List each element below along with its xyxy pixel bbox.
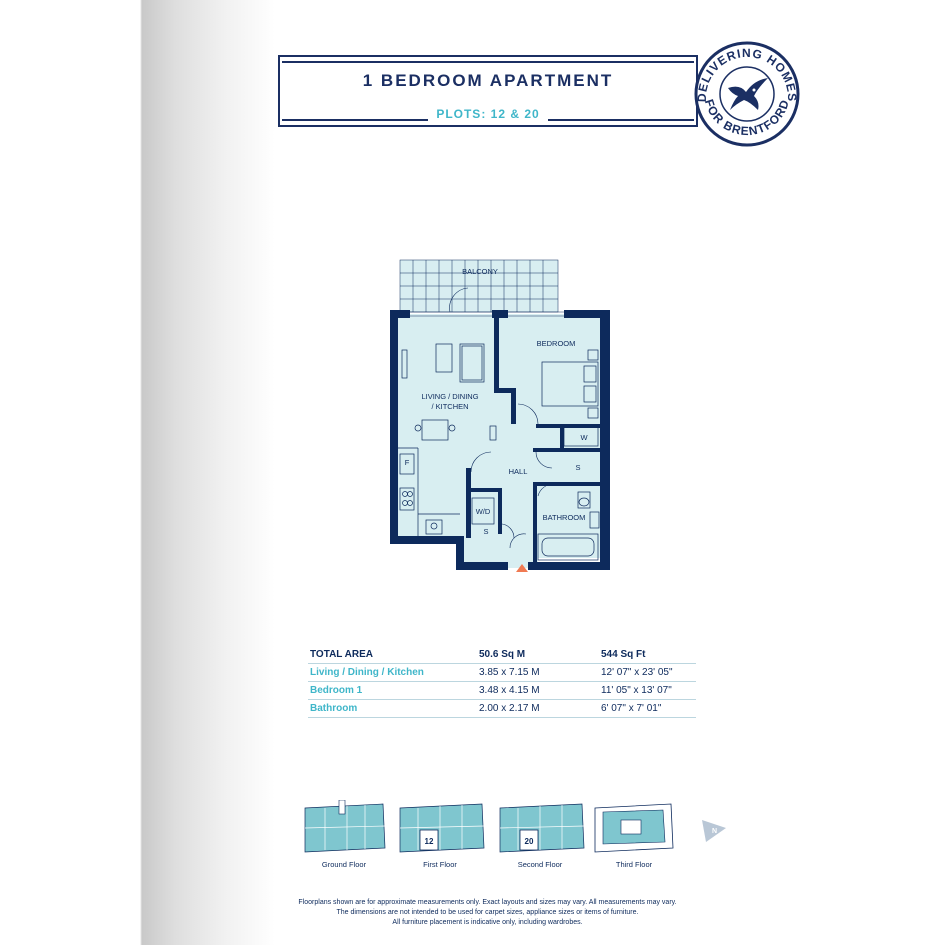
fridge-label: F xyxy=(404,458,410,467)
wardrobe-label: W xyxy=(580,433,588,442)
store2-label: S xyxy=(483,527,489,536)
third-floor-diagram xyxy=(591,800,677,856)
keyplan-caption: First Floor xyxy=(423,860,457,869)
page-title: 1 BEDROOM APARTMENT xyxy=(362,71,614,90)
floor-plan xyxy=(388,258,618,574)
title-rule-top xyxy=(282,61,694,63)
table-row xyxy=(308,682,696,700)
delivering-homes-stamp-logo xyxy=(688,40,806,148)
keyplan-third-floor xyxy=(590,800,678,869)
disclaimer-line: The dimensions are not intended to be used for carpet sizes, appliance sizes or items of furniture. xyxy=(336,909,639,916)
balcony-label: BALCONY xyxy=(462,267,498,276)
key-plans xyxy=(300,800,740,880)
table-row xyxy=(308,700,696,718)
keyplan-ground-floor xyxy=(300,800,388,869)
keyplan-caption: Ground Floor xyxy=(321,860,367,869)
keyplan-caption: Third Floor xyxy=(615,860,653,869)
keyplan-first-floor xyxy=(396,800,484,869)
room-imperial: 11' 05" x 13' 07" xyxy=(599,682,696,700)
room-imperial: 12' 07" x 23' 05" xyxy=(599,664,696,682)
total-area-metric: 50.6 Sq M xyxy=(477,646,599,664)
first-floor-diagram xyxy=(396,800,486,856)
room-name: Living / Dining / Kitchen xyxy=(308,664,477,682)
room-metric: 3.85 x 7.15 M xyxy=(477,664,599,682)
stamp-text-bottom: FOR BRENTFORD xyxy=(701,97,793,139)
room-metric: 2.00 x 2.17 M xyxy=(477,700,599,718)
second-floor-diagram xyxy=(496,800,586,856)
keyplan-caption: Second Floor xyxy=(517,860,563,869)
plots-subtitle: PLOTS: 12 & 20 xyxy=(428,107,547,121)
total-area-imperial: 544 Sq Ft xyxy=(599,646,696,664)
living-label-2: / KITCHEN xyxy=(431,402,469,411)
store-label: S xyxy=(575,463,581,472)
north-label: N xyxy=(712,828,718,835)
total-area-label: TOTAL AREA xyxy=(308,646,477,664)
room-metric: 3.48 x 4.15 M xyxy=(477,682,599,700)
room-name: Bathroom xyxy=(308,700,477,718)
living-label-1: LIVING / DINING xyxy=(421,392,479,401)
stamp-text-top: DELIVERING HOMES xyxy=(694,46,800,103)
keyplan-plot-number: 20 xyxy=(524,837,534,846)
bedroom-label: BEDROOM xyxy=(536,339,576,348)
disclaimer-line: All furniture placement is indicative only, including wardrobes. xyxy=(392,919,583,926)
keyplan-second-floor xyxy=(496,800,584,869)
table-row xyxy=(308,664,696,682)
north-arrow-icon xyxy=(700,818,728,844)
hall-label: HALL xyxy=(508,467,528,476)
washer-dryer-label: W/D xyxy=(475,507,491,516)
room-name: Bedroom 1 xyxy=(308,682,477,700)
table-row xyxy=(308,646,696,664)
ground-floor-diagram xyxy=(301,800,387,856)
title-box xyxy=(278,55,698,127)
disclaimer xyxy=(250,898,725,928)
room-imperial: 6' 07" x 7' 01" xyxy=(599,700,696,718)
area-schedule-table xyxy=(308,646,696,718)
page-spine-shadow xyxy=(0,0,275,945)
bathroom-label: BATHROOM xyxy=(542,513,586,522)
keyplan-plot-number: 12 xyxy=(424,837,434,846)
disclaimer-line: Floorplans shown are for approximate measurements only. Exact layouts and sizes may vary. All measurements may vary. xyxy=(298,899,677,906)
